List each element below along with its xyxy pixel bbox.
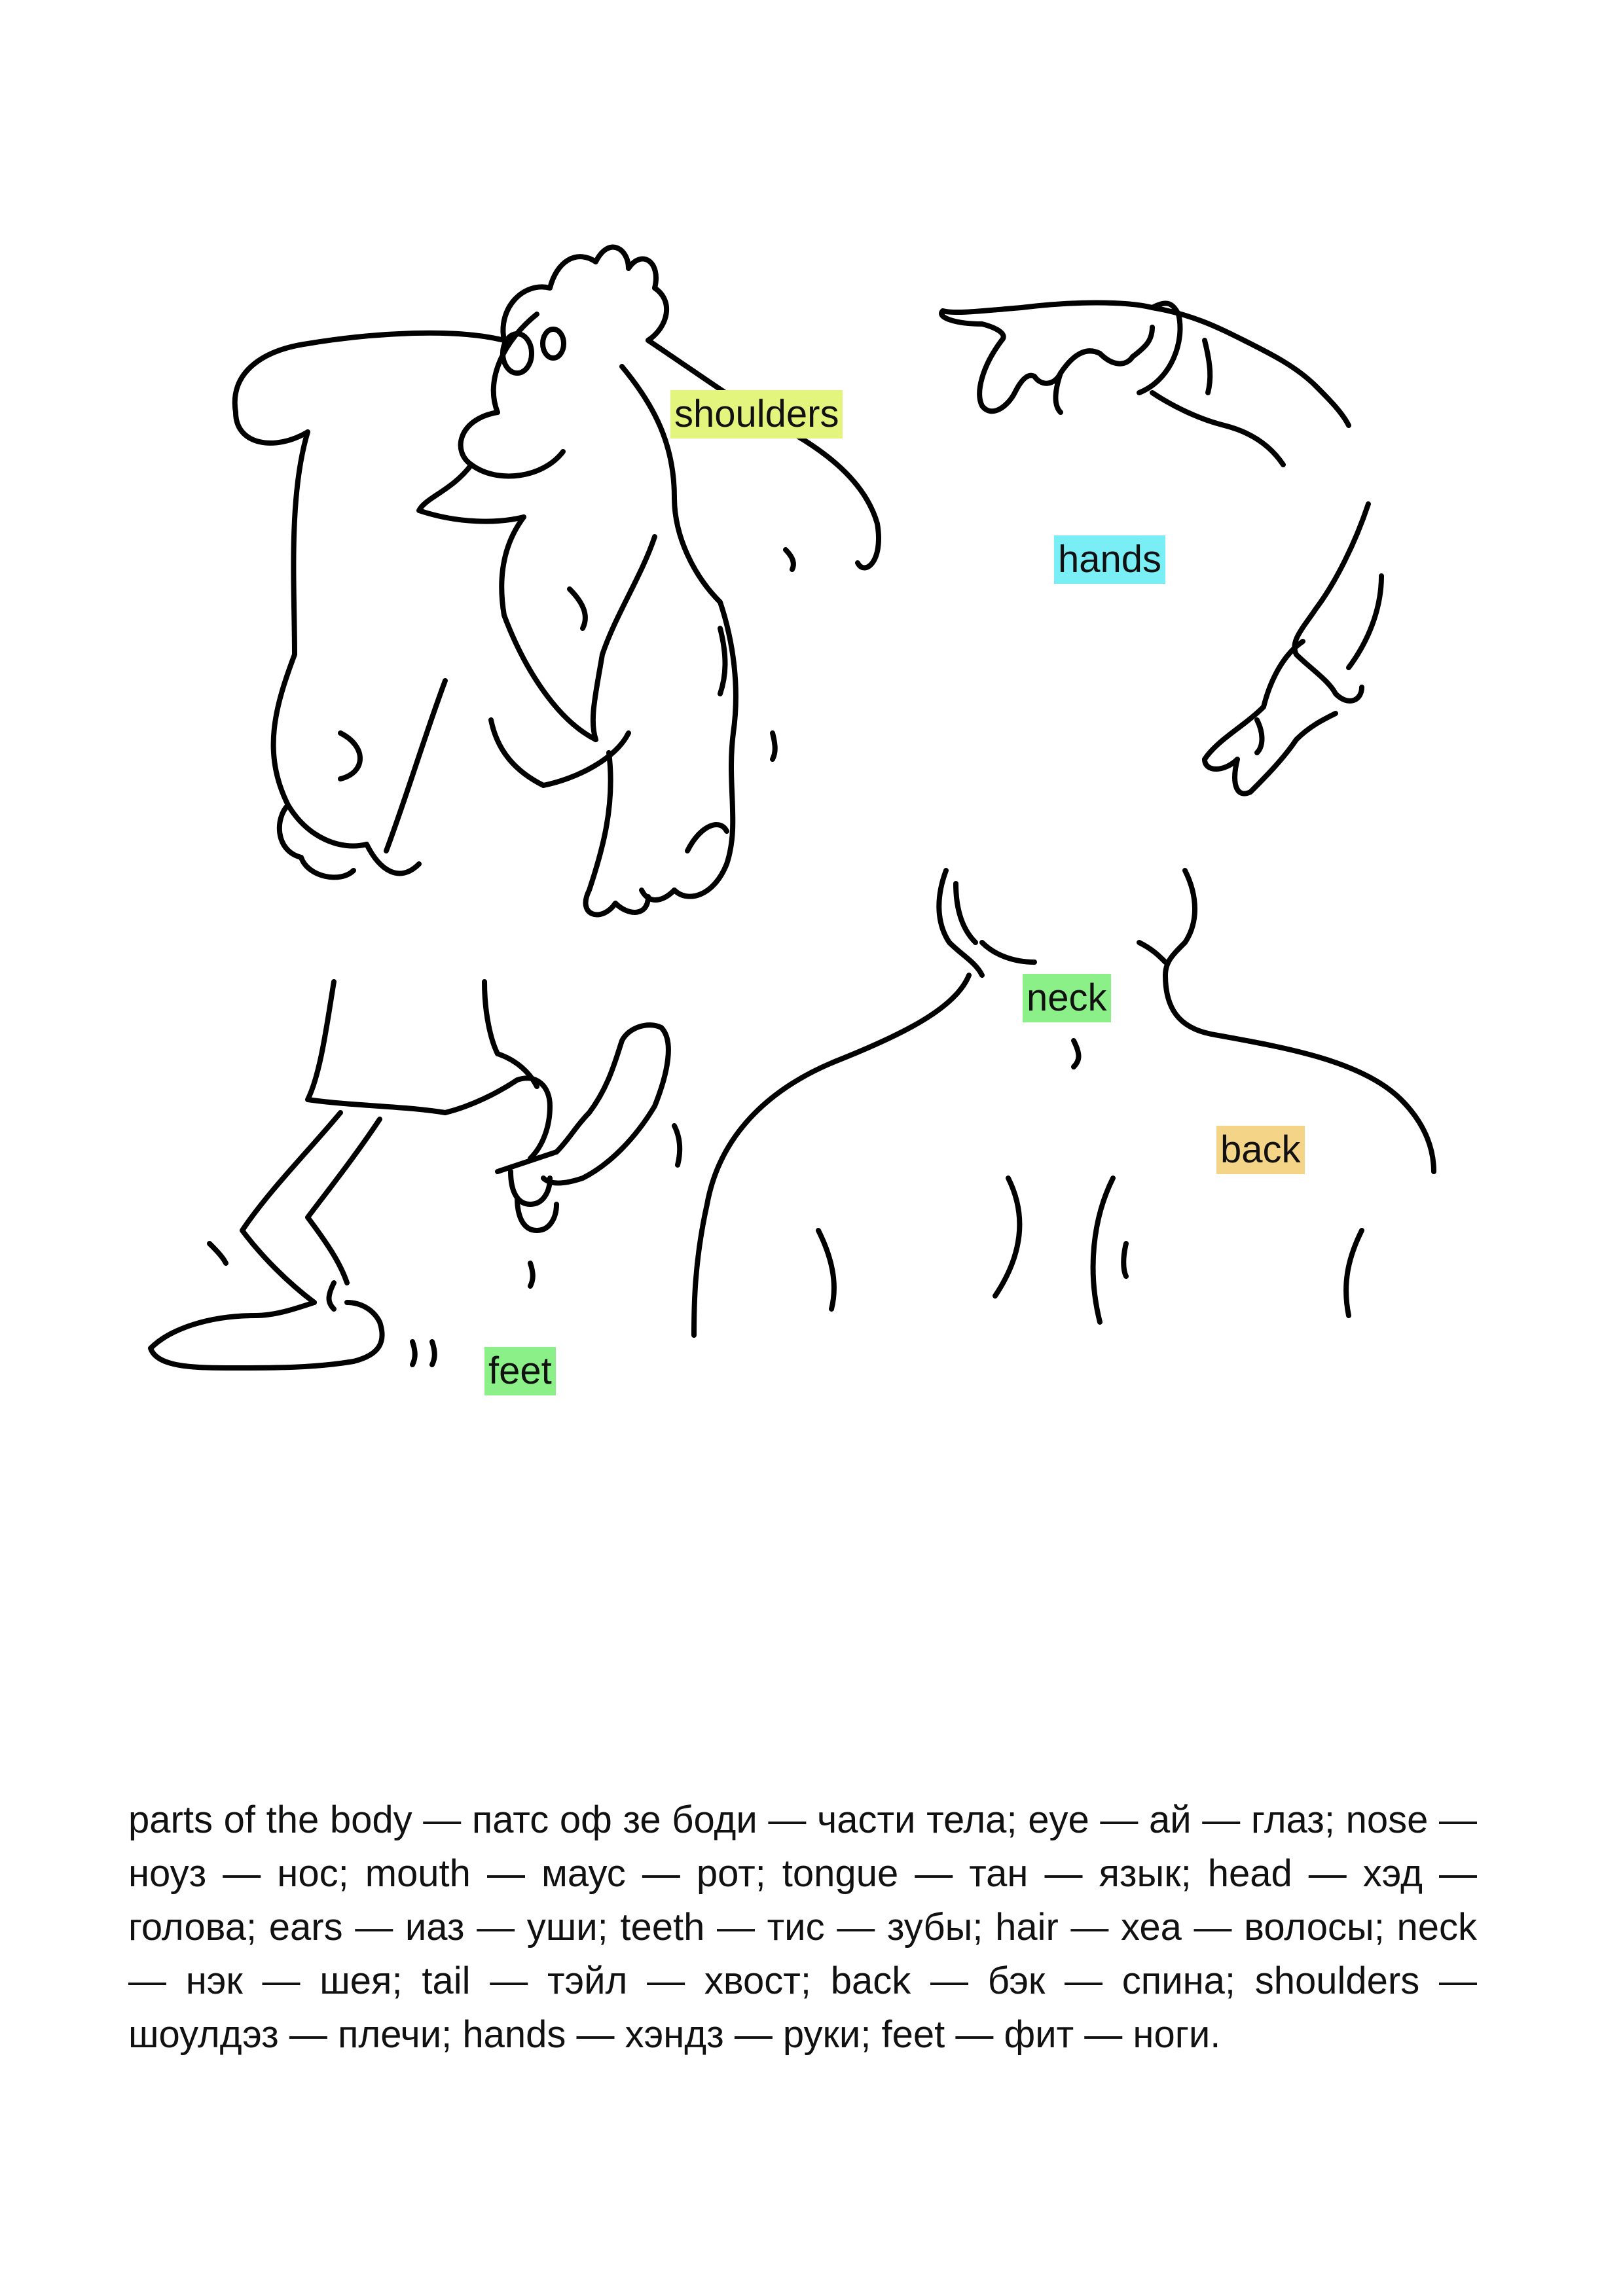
label-feet: feet bbox=[484, 1347, 556, 1395]
label-neck: neck bbox=[1023, 974, 1111, 1022]
gorilla-drawing bbox=[235, 247, 879, 915]
label-hands: hands bbox=[1054, 535, 1165, 584]
foot-kick-drawing bbox=[151, 982, 680, 1368]
back-drawing bbox=[694, 870, 1434, 1335]
label-back: back bbox=[1216, 1126, 1305, 1174]
label-shoulders: shoulders bbox=[670, 390, 843, 439]
vocabulary-caption: parts of the body — патс оф зе боди — части тела; eye — ай — глаз; nose — ноуз — нос; mouth — маус — рот; tongue — тан — язык; head — хэд — голова; ears — иаз — уши; teeth — тис — зубы; hair — хеа — волосы; neck — нэк — шея; tail — тэйл — хвост; back — бэк — спина; shoulders — шоулдэз — плечи; hands — хэндз — руки; feet — фит — ноги. bbox=[128, 1799, 1477, 2056]
